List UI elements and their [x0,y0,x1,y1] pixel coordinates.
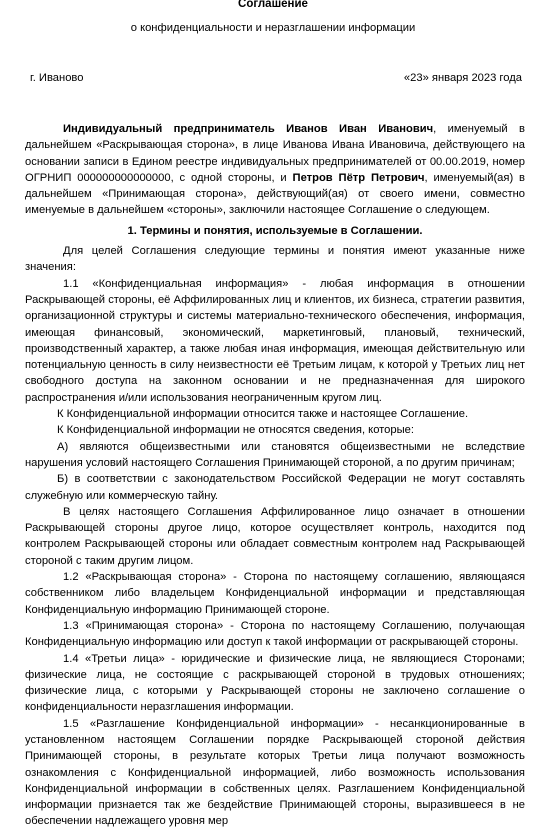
clause-1-2: 1.2 «Раскрывающая сторона» - Сторона по настоящему соглашению, являющаяся собственником либо владельцем Конфиденциальной информации и представляющая Конфиденциальную информацию Принимающей стороне. [25,571,525,616]
date-label: «23» января 2023 года [403,72,522,84]
confidential-includes-paragraph: К Конфиденциальной информации относится также и настоящее Соглашение. [57,408,469,421]
confidential-excludes-paragraph: К Конфиденциальной информации не относятся сведения, которые: [57,424,414,437]
document-body [25,121,525,830]
intro-text-1: , именуемый в дальнейшем «Раскрывающая сторона», в лице Иванова Ивана Ивановича, действующего на основании записи в Едином реестре индивидуальных предпринимателей от 00.00.2019, номер ОГРНИП 000000000000000, с одной стороны, и [25,123,526,184]
clause-1-3: 1.3 «Принимающая сторона» - Сторона по настоящему Соглашению, получающая Конфиденциальную информацию или доступ к такой информации от раскрывающей стороны. [25,619,525,649]
terms-lead-paragraph: Для целей Соглашения следующие термины и понятия имеют указанные ниже значения: [25,245,525,274]
exclusion-a: А) являются общеизвестными или становятся общеизвестными не вследствие нарушения условий настоящего Соглашения Принимающей стороной, а по другим причинам; [25,440,525,469]
city-label: г. Иваново [30,72,84,84]
document-title: Соглашение [238,0,308,10]
party-1-name: Индивидуальный предприниматель Иванов Иван Иванович [63,123,434,135]
document-subtitle: о конфиденциальности и неразглашении информации [130,22,416,34]
exclusion-b: Б) в соответствии с законодательством Российской Федерации не могут составлять служебную или коммерческую тайну. [25,473,525,502]
section-1-heading: 1. Термины и понятия, используемые в Соглашении. [127,224,423,237]
affiliate-paragraph: В целях настоящего Соглашения Аффилированное лицо означает в отношении Раскрывающей стороны другое лицо, которое осуществляет контроль, находится под контролем Раскрывающей стороны или обладает совместным контролем над Раскрывающей стороной с таким другим лицом. [25,505,525,567]
clause-1-1: 1.1 «Конфиденциальная информация» - любая информация в отношении Раскрывающей стороны, её Аффилированных лиц и клиентов, их бизнеса, стратегии развития, организационной структуры и системы материально-технического обеспечения, информация, имеющая финансовый, экономический, маркетинговый, плановый, технический, производственный характер, а также любая иная информация, имеющая действительную или потенциальную ценность в силу неизвестности её Третьим лицам, к которой у Третьих лиц нет свободного доступа на законном основании и не предназначенная для широкого распространения и/или использования неограниченным кругом лиц. [25,277,525,404]
intro-text-2: , именуемый(ая) в дальнейшем «Принимающая сторона», действующий(ая) от своего имени, совместно именуемые в дальнейшем «стороны», заключили настоящее Соглашение о следующем. [25,171,525,217]
clause-1-5: 1.5 «Разглашение Конфиденциальной информации» - несанкционированные в установленном настоящем Соглашении порядке Раскрывающей стороной действия Принимающей стороны, в результате которых Третьи лица получают возможность ознакомления с Конфиденциальной информацией, либо возможность использования Конфиденциальной информации в собственных целях. Разглашением Конфиденциальной информации признается так же бездействие Принимающей стороны, выразившееся в не обеспечении надлежащего уровня мер [25,717,525,828]
intro-paragraph [25,121,525,219]
clause-1-4: 1.4 «Третьи лица» - юридические и физические лица, не являющиеся Сторонами; физические лица, не состоящие с раскрывающей стороной в трудовых отношениях; физические лица, с которыми у Раскрывающей стороны не заключено соглашение о конфиденциальности неразглашения информации. [25,652,525,714]
party-2-name: Петров Пётр Петрович [292,171,425,184]
